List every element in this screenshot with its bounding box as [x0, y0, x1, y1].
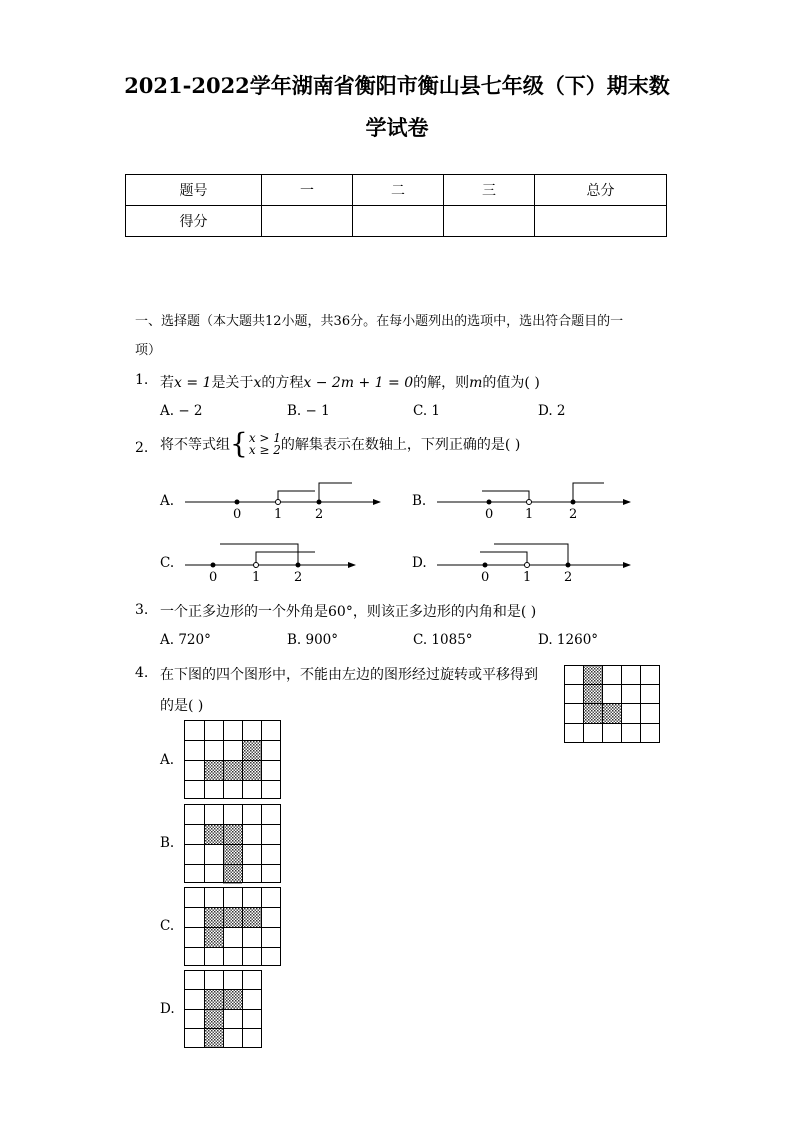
score-cell: [262, 206, 353, 237]
brace-icon: {: [230, 427, 248, 460]
score-cell: [444, 206, 535, 237]
question-1-text: 若x = 1是关于x的方程x − 2m + 1 = 0的解，则m的值为( ): [160, 375, 540, 391]
section-heading-continued: 项）: [135, 343, 162, 358]
open-circle-1: [525, 563, 530, 568]
score-table: [125, 174, 667, 237]
q2-option-d-label[interactable]: D.: [412, 555, 427, 571]
header-cell-part-1: 一: [262, 175, 353, 206]
svg-text:0: 0: [485, 507, 494, 522]
q1-option-c[interactable]: C. 1: [413, 403, 441, 419]
score-table-score-row: [126, 206, 667, 237]
q3-option-c[interactable]: C. 1085°: [413, 632, 473, 648]
score-table-header-row: [126, 175, 667, 206]
score-cell: [353, 206, 444, 237]
svg-text:1: 1: [252, 570, 261, 585]
closed-circle-2: [296, 563, 301, 568]
q1-option-d[interactable]: D. 2: [538, 403, 566, 419]
question-2-number: 2.: [135, 440, 149, 456]
math-var-x: x: [253, 375, 262, 391]
q4-option-a-label[interactable]: A.: [160, 752, 175, 768]
q2-option-b-number-line[interactable]: [432, 475, 642, 525]
page-title-continued: 学试卷: [365, 115, 429, 140]
question-4-text: 在下图的四个图形中，不能由左边的图形经过旋转或平移得到: [160, 667, 538, 683]
svg-text:2: 2: [294, 570, 303, 585]
tick-0-dot: [235, 500, 240, 505]
q2-option-a-label[interactable]: A.: [160, 493, 175, 509]
tick-0-dot: [211, 563, 216, 568]
question-2-text: 将不等式组{ x > 1 x ≥ 2 的解集表示在数轴上，下列正确的是( ): [160, 427, 521, 460]
q2-option-a-number-line[interactable]: [180, 475, 390, 525]
math-equation: x − 2m + 1 = 0: [303, 375, 414, 391]
score-cell: [535, 206, 667, 237]
q2-option-c-number-line[interactable]: [180, 538, 370, 588]
header-cell-question-number: 题号: [126, 175, 262, 206]
closed-circle-2: [566, 563, 571, 568]
svg-text:2: 2: [315, 507, 324, 522]
header-cell-total: 总分: [535, 175, 667, 206]
open-circle-1: [254, 563, 259, 568]
tick-0-dot: [487, 500, 492, 505]
svg-text:0: 0: [233, 507, 242, 522]
svg-text:0: 0: [209, 570, 218, 585]
row-label-score: 得分: [126, 206, 262, 237]
header-cell-part-3: 三: [444, 175, 535, 206]
q4-option-d-grid[interactable]: [184, 970, 263, 1050]
math-var-m: m: [469, 375, 483, 391]
q2-option-c-label[interactable]: C.: [160, 555, 175, 571]
q3-option-b[interactable]: B. 900°: [287, 632, 339, 648]
question-1-number: 1.: [135, 372, 149, 388]
q2-option-d-number-line[interactable]: [432, 538, 642, 588]
svg-text:1: 1: [525, 507, 534, 522]
q3-option-d[interactable]: D. 1260°: [538, 632, 599, 648]
question-4-text-continued: 的是( ): [160, 698, 204, 714]
svg-text:0: 0: [481, 570, 490, 585]
q4-option-c-grid[interactable]: [184, 887, 282, 967]
question-4-number: 4.: [135, 665, 149, 681]
q4-option-d-label[interactable]: D.: [160, 1001, 175, 1017]
svg-text:2: 2: [569, 507, 578, 522]
q4-option-a-grid[interactable]: [184, 720, 282, 800]
tick-0-dot: [483, 563, 488, 568]
svg-text:2: 2: [564, 570, 573, 585]
header-cell-part-2: 二: [353, 175, 444, 206]
closed-circle-2: [571, 500, 576, 505]
q4-reference-grid: [564, 665, 661, 743]
q3-option-a[interactable]: A. 720°: [160, 632, 211, 648]
q4-option-b-grid[interactable]: [184, 804, 282, 884]
q1-option-a[interactable]: A. − 2: [160, 403, 203, 419]
q2-option-b-label[interactable]: B.: [412, 493, 427, 509]
svg-text:1: 1: [523, 570, 532, 585]
closed-circle-2: [317, 500, 322, 505]
svg-text:1: 1: [274, 507, 283, 522]
q4-option-b-label[interactable]: B.: [160, 835, 175, 851]
q1-option-b[interactable]: B. − 1: [287, 403, 330, 419]
open-circle-1: [276, 500, 281, 505]
inequality-system: x > 1 x ≥ 2: [248, 431, 281, 457]
page-title: 2021-2022学年湖南省衡阳市衡山县七年级（下）期末数: [124, 73, 670, 98]
q4-option-c-label[interactable]: C.: [160, 918, 175, 934]
question-3-text: 一个正多边形的一个外角是60°，则该正多边形的内角和是( ): [160, 604, 537, 620]
question-3-number: 3.: [135, 602, 149, 618]
open-circle-1: [527, 500, 532, 505]
math-x-equals-1: x = 1: [174, 375, 212, 391]
section-heading: 一、选择题（本大题共12小题，共36分。在每小题列出的选项中，选出符合题目的一: [135, 314, 624, 329]
